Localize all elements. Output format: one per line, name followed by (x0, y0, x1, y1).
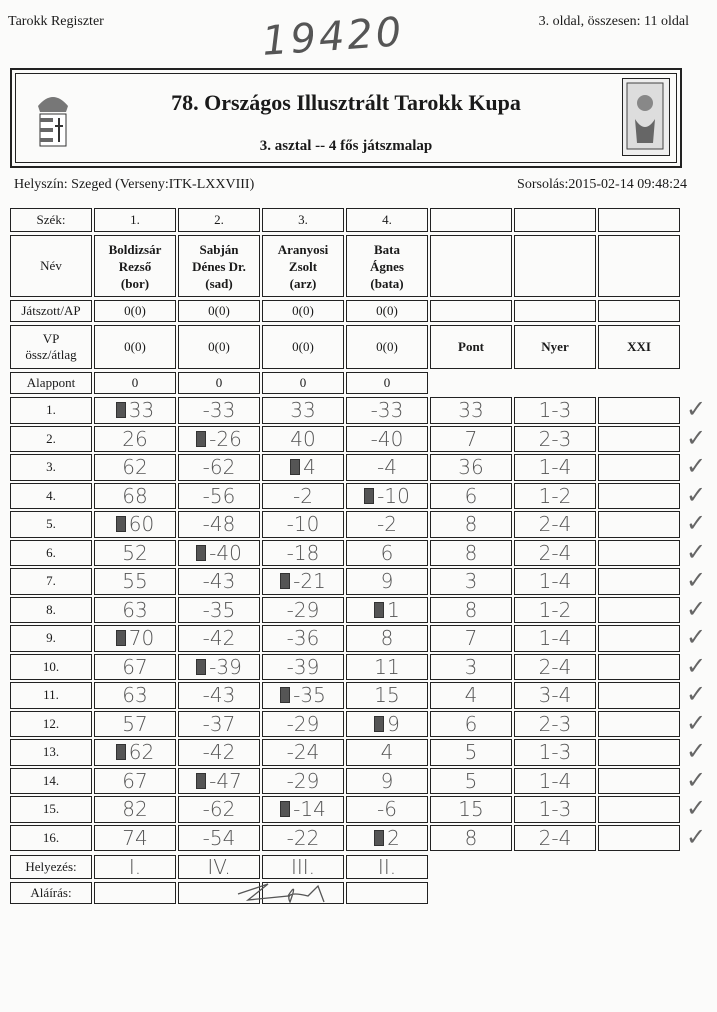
round-score: 9 (346, 768, 428, 795)
page-subtitle: 3. asztal -- 4 fős játszmalap (259, 138, 433, 154)
xxi-header: XXI (598, 325, 680, 369)
round-score: -18 (262, 540, 344, 567)
round-nyer: 2-4 (514, 540, 596, 567)
empty-cell (598, 300, 680, 322)
round-score: -35 (178, 597, 260, 624)
checkmark-icon: ✓ (686, 566, 707, 594)
empty-cell (514, 208, 596, 232)
round-pont: 33 (430, 397, 512, 424)
round-score: 68 (94, 483, 176, 510)
round-score: -35 (262, 682, 344, 709)
round-xxi (598, 426, 680, 453)
round-score: 1 (346, 597, 428, 624)
player-name: Boldizsár Rezső (bor) (94, 235, 176, 297)
checkmark-icon: ✓ (686, 423, 707, 452)
seat-number: 3. (262, 208, 344, 232)
round-score: -62 (178, 454, 260, 481)
round-xxi (598, 654, 680, 681)
round-pont: 7 (430, 426, 512, 453)
dealer-marker-icon (116, 402, 126, 418)
round-score: -4 (346, 454, 428, 481)
dealer-marker-icon (196, 431, 206, 447)
round-score: -56 (178, 483, 260, 510)
dealer-marker-icon (196, 545, 206, 561)
round-nyer: 1-4 (514, 568, 596, 595)
round-nyer: 1-2 (514, 483, 596, 510)
round-number: 10. (10, 654, 92, 681)
placement-value: I. (94, 855, 176, 879)
placement-value: IV. (178, 855, 260, 879)
played-label: Játszott/AP (10, 300, 92, 322)
empty-cell (430, 208, 512, 232)
checkmark-icon: ✓ (686, 680, 707, 708)
round-number: 13. (10, 739, 92, 766)
round-pont: 7 (430, 625, 512, 652)
dealer-marker-icon (374, 602, 384, 618)
round-score: 67 (94, 768, 176, 795)
round-number: 9. (10, 625, 92, 652)
round-score: 82 (94, 796, 176, 823)
round-number: 1. (10, 397, 92, 424)
base-value: 0 (94, 372, 176, 394)
round-score: 9 (346, 568, 428, 595)
handwritten-number: 19420 (260, 9, 406, 65)
round-pont: 8 (430, 597, 512, 624)
round-pont: 4 (430, 682, 512, 709)
round-xxi (598, 597, 680, 624)
base-value: 0 (262, 372, 344, 394)
round-pont: 36 (430, 454, 512, 481)
round-xxi (598, 397, 680, 424)
nyer-header: Nyer (514, 325, 596, 369)
empty-cell (598, 235, 680, 297)
round-number: 16. (10, 825, 92, 852)
round-score: 70 (94, 625, 176, 652)
played-value: 0(0) (346, 300, 428, 322)
checkmark-icon: ✓ (686, 822, 707, 851)
base-value: 0 (346, 372, 428, 394)
round-xxi (598, 511, 680, 538)
round-number: 6. (10, 540, 92, 567)
round-score: -42 (178, 739, 260, 766)
dealer-marker-icon (374, 830, 384, 846)
player-name: Bata Ágnes (bata) (346, 235, 428, 297)
round-score: 63 (94, 682, 176, 709)
round-pont: 6 (430, 711, 512, 738)
round-score: -29 (262, 711, 344, 738)
round-score: 33 (94, 397, 176, 424)
dealer-marker-icon (116, 630, 126, 646)
empty-cell (514, 235, 596, 297)
round-number: 4. (10, 483, 92, 510)
round-score: -2 (346, 511, 428, 538)
round-xxi (598, 739, 680, 766)
vp-value: 0(0) (94, 325, 176, 369)
round-score: -2 (262, 483, 344, 510)
round-score: -33 (346, 397, 428, 424)
dealer-marker-icon (116, 516, 126, 532)
played-value: 0(0) (94, 300, 176, 322)
dealer-marker-icon (280, 687, 290, 703)
round-score: -6 (346, 796, 428, 823)
round-pont: 5 (430, 739, 512, 766)
checkmark-icon: ✓ (686, 395, 707, 423)
page-indicator: 3. oldal, összesen: 11 oldal (538, 14, 689, 29)
round-score: -22 (262, 825, 344, 852)
dealer-marker-icon (196, 659, 206, 675)
player-name: Aranyosi Zsolt (arz) (262, 235, 344, 297)
round-score: 8 (346, 625, 428, 652)
dealer-marker-icon (116, 744, 126, 760)
dealer-marker-icon (280, 801, 290, 817)
round-number: 5. (10, 511, 92, 538)
round-score: -40 (178, 540, 260, 567)
round-pont: 3 (430, 654, 512, 681)
round-nyer: 1-4 (514, 625, 596, 652)
round-pont: 5 (430, 768, 512, 795)
round-score: 55 (94, 568, 176, 595)
round-nyer: 1-3 (514, 397, 596, 424)
base-label: Alappont (10, 372, 92, 394)
round-score: 67 (94, 654, 176, 681)
round-score: 33 (262, 397, 344, 424)
round-xxi (598, 825, 680, 852)
played-value: 0(0) (178, 300, 260, 322)
empty-cell (514, 300, 596, 322)
round-xxi (598, 454, 680, 481)
round-xxi (598, 768, 680, 795)
round-score: -26 (178, 426, 260, 453)
round-score: 6 (346, 540, 428, 567)
signature-cell (94, 882, 176, 904)
round-number: 14. (10, 768, 92, 795)
checkmark-icon: ✓ (686, 452, 707, 480)
round-nyer: 1-4 (514, 454, 596, 481)
round-score: -48 (178, 511, 260, 538)
round-number: 15. (10, 796, 92, 823)
checkmark-icon: ✓ (686, 765, 707, 794)
round-xxi (598, 540, 680, 567)
round-score: 62 (94, 739, 176, 766)
round-score: -14 (262, 796, 344, 823)
round-nyer: 2-4 (514, 654, 596, 681)
round-pont: 8 (430, 825, 512, 852)
round-score: -54 (178, 825, 260, 852)
round-nyer: 1-4 (514, 768, 596, 795)
register-label: Tarokk Regiszter (8, 14, 104, 29)
placement-value: III. (262, 855, 344, 879)
round-pont: 8 (430, 511, 512, 538)
signature-cell (346, 882, 428, 904)
round-number: 7. (10, 568, 92, 595)
dealer-marker-icon (196, 773, 206, 789)
checkmark-icon: ✓ (686, 594, 707, 623)
placement-value: II. (346, 855, 428, 879)
empty-cell (430, 300, 512, 322)
round-xxi (598, 568, 680, 595)
round-score: -29 (262, 768, 344, 795)
dealer-marker-icon (374, 716, 384, 732)
checkmark-icon: ✓ (686, 537, 707, 566)
round-score: 74 (94, 825, 176, 852)
round-number: 12. (10, 711, 92, 738)
seat-number: 4. (346, 208, 428, 232)
checkmark-icon: ✓ (686, 708, 707, 737)
round-score: 2 (346, 825, 428, 852)
round-score: -62 (178, 796, 260, 823)
round-score: -36 (262, 625, 344, 652)
round-number: 3. (10, 454, 92, 481)
round-xxi (598, 483, 680, 510)
checkmark-icon: ✓ (686, 509, 707, 537)
round-score: -43 (178, 568, 260, 595)
round-score: -29 (262, 597, 344, 624)
round-nyer: 1-3 (514, 796, 596, 823)
round-score: -10 (346, 483, 428, 510)
name-label: Név (10, 235, 92, 297)
round-score: -42 (178, 625, 260, 652)
player-name: Sabján Dénes Dr. (sad) (178, 235, 260, 297)
vp-label: VP össz/átlag (10, 325, 92, 369)
round-pont: 3 (430, 568, 512, 595)
dealer-marker-icon (364, 488, 374, 504)
checkmark-icon: ✓ (686, 794, 707, 822)
round-xxi (598, 682, 680, 709)
round-score: -10 (262, 511, 344, 538)
round-xxi (598, 711, 680, 738)
signature-label: Aláírás: (10, 882, 92, 904)
round-pont: 15 (430, 796, 512, 823)
round-number: 8. (10, 597, 92, 624)
round-score: 11 (346, 654, 428, 681)
round-nyer: 2-3 (514, 426, 596, 453)
round-nyer: 3-4 (514, 682, 596, 709)
round-nyer: 2-4 (514, 511, 596, 538)
round-score: -47 (178, 768, 260, 795)
empty-cell (598, 208, 680, 232)
round-score: 57 (94, 711, 176, 738)
checkmark-icon: ✓ (686, 737, 707, 765)
round-score: -39 (178, 654, 260, 681)
round-pont: 8 (430, 540, 512, 567)
round-score: 4 (346, 739, 428, 766)
dealer-marker-icon (290, 459, 300, 475)
round-score: 9 (346, 711, 428, 738)
location: Helyszín: Szeged (Verseny:ITK-LXXVIII) (14, 177, 255, 192)
round-nyer: 1-2 (514, 597, 596, 624)
vp-value: 0(0) (346, 325, 428, 369)
round-nyer: 1-3 (514, 739, 596, 766)
round-score: -37 (178, 711, 260, 738)
round-score: 62 (94, 454, 176, 481)
round-number: 11. (10, 682, 92, 709)
base-value: 0 (178, 372, 260, 394)
round-score: -33 (178, 397, 260, 424)
checkmark-icon: ✓ (686, 623, 707, 651)
signature-scribble (228, 876, 338, 906)
round-score: 4 (262, 454, 344, 481)
round-xxi (598, 625, 680, 652)
round-score: 52 (94, 540, 176, 567)
draw-timestamp: Sorsolás:2015-02-14 09:48:24 (517, 177, 687, 192)
round-number: 2. (10, 426, 92, 453)
seat-number: 2. (178, 208, 260, 232)
round-pont: 6 (430, 483, 512, 510)
checkmark-icon: ✓ (686, 651, 707, 680)
round-score: -43 (178, 682, 260, 709)
round-xxi (598, 796, 680, 823)
placement-label: Helyezés: (10, 855, 92, 879)
checkmark-icon: ✓ (686, 480, 707, 509)
dealer-marker-icon (280, 573, 290, 589)
round-score: 26 (94, 426, 176, 453)
title-box (10, 68, 682, 168)
seat-number: 1. (94, 208, 176, 232)
round-score: -40 (346, 426, 428, 453)
empty-cell (430, 235, 512, 297)
round-nyer: 2-3 (514, 711, 596, 738)
page-title: 78. Országos Illusztrált Tarokk Kupa (171, 90, 521, 115)
round-score: 60 (94, 511, 176, 538)
played-value: 0(0) (262, 300, 344, 322)
round-nyer: 2-4 (514, 825, 596, 852)
vp-value: 0(0) (262, 325, 344, 369)
vp-value: 0(0) (178, 325, 260, 369)
round-score: -21 (262, 568, 344, 595)
round-score: -39 (262, 654, 344, 681)
pont-header: Pont (430, 325, 512, 369)
round-score: 40 (262, 426, 344, 453)
round-score: 63 (94, 597, 176, 624)
seat-label: Szék: (10, 208, 92, 232)
round-score: 15 (346, 682, 428, 709)
round-score: -24 (262, 739, 344, 766)
